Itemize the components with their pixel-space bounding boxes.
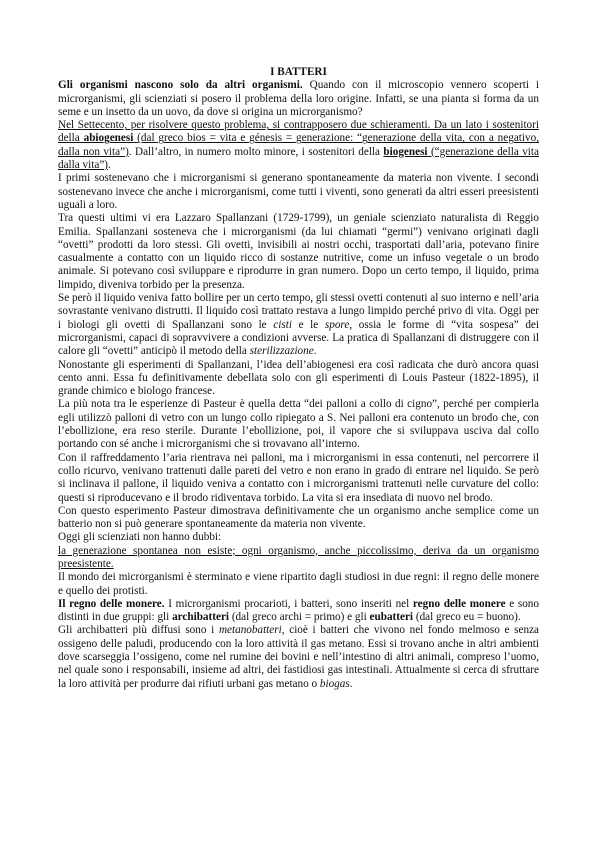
schieramenti-text-4: (“generazione della vita dalla vita”) [58, 145, 539, 172]
term-abiogenesi: abiogenesi [83, 132, 134, 145]
paragraph-primi-secondi: I primi sostenevano che i microrganismi si generano spontaneamente da materia non vivente. I secondi sostenevano invece che anche i microrganismi, come tutti i viventi, sono generati da altri esseri preesistenti uguali a loro. [58, 172, 539, 211]
monere-lead: Il regno delle monere. [58, 597, 165, 610]
archibatteri-text-2: cioè i batteri che vivono nel fondo melmoso e senza ossigeno delle paludi, producendo con la loro attività il gas metano. Essi si trovano anche in altri ambienti dove scarseggia l’ossigeno, come nel rumine dei bovini e nell’intestino di altri animali, compreso l’uomo, nel quale sono i responsabili, insieme ad altri, dei fastidiosi gas intestinali. Attualmente si cerca di sfruttare la loro attività per produrre dai rifiuti urbani gas metano o [58, 624, 539, 690]
page-title: I BATTERI [270, 66, 327, 78]
term-sterilizzazione: sterilizzazione [249, 345, 314, 358]
bollitura-text-2: e le [291, 318, 325, 331]
bollitura-text-1: Se però il liquido veniva fatto bollire per un certo tempo, gli stessi ovetti contenuti al suo interno e nell’aria sovrastante venivano distrutti. Il liquido così trattato restava a lungo limpido perché privo di vita. Oggi per i biologi gli ovetti di Spallanzani sono le [58, 292, 539, 331]
paragraph-schieramenti [58, 119, 539, 172]
paragraph-collo-di-cigno: La più nota tra le esperienze di Pasteur è quella detta “dei palloni a collo di cigno”, perché per compierla egli utilizzò palloni di vetro con un lungo collo ripiegato a S. Nei palloni era contenuto un brodo che, con l’ebollizione, era reso sterile. Durante l’ebollizione, poi, il vapore che si sviluppava usciva dal collo portando con sé anche i microrganismi che si trovavano all’interno. [58, 398, 539, 451]
monere-text-1: I microrganismi procarioti, i batteri, sono inseriti nel [164, 597, 413, 610]
paragraph-intro [58, 79, 539, 119]
paragraph-raffreddamento: Con il raffreddamento l’aria rientrava nei palloni, ma i microrganismi in essa contenuti, nel percorrere il collo ricurvo, venivano trattenuti dalle pareti del vetro e non erano in grado di entrare nel liquido. Se però si inclinava il pallone, il liquido veniva a contatto con i microrganismi trattenuti nelle curvature del collo: questi si riproducevano e il brodo ridiventava torbido. La vita si era insediata di nuovo nel brodo. [58, 451, 539, 504]
monere-text-3: (dal greco archi = primo) e gli [229, 611, 370, 624]
bollitura-text-4: . [313, 345, 317, 358]
term-biogenesi: biogenesi [383, 145, 428, 158]
archibatteri-text-3: . [349, 677, 353, 690]
paragraph-pasteur-intro: Nonostante gli esperimenti di Spallanzani, l’idea dell’abiogenesi era così radicata che durò ancora quasi cento anni. Essa fu definitivamente debellata solo con gli esperimenti di Louis Pasteur (1822-1895), il grande chimico e biologo francese. [58, 358, 539, 398]
paragraph-scienziati: Oggi gli scienziati non hanno dubbi: [58, 531, 222, 544]
term-biogas: biogas [319, 677, 350, 690]
term-spore: spore [324, 318, 350, 331]
paragraph-generazione-spontanea: la generazione spontanea non esiste; ogni organismo, anche piccolissimo, deriva da un organismo preesistente. [58, 544, 539, 570]
archibatteri-text-1: Gli archibatteri più diffusi sono i [58, 624, 219, 637]
term-archibatteri: archibatteri [172, 611, 230, 624]
intro-text: Quando con il microscopio vennero scoperti i microrganismi, gli scienziati si posero il problema della loro origine. Infatti, se una pianta si forma da un seme e un insetto da un uovo, da dove si origina un microrganismo? [58, 79, 539, 118]
term-eubatteri: eubatteri [369, 611, 414, 624]
paragraph-conclusione-pasteur: Con questo esperimento Pasteur dimostrava definitivamente che un organismo anche semplice come un batterio non si può generare spontaneamente da materia non vivente. [58, 504, 539, 531]
paragraph-monere [58, 598, 539, 625]
term-cisti: cisti [273, 318, 292, 331]
schieramenti-text-5: . [108, 159, 111, 172]
paragraph-archibatteri [58, 624, 539, 690]
bollitura-text-3: , ossia le forme di “vita sospesa” dei microrganismi, capaci di sopravvivere a condizioni avverse. La pratica di Spallanzani di distruggere con il calore gli “ovetti” anticipò il metodo della [58, 318, 539, 358]
term-regno-monere: regno delle monere [412, 597, 506, 610]
intro-lead: Gli organismi nascono solo da altri organismi. [58, 79, 303, 92]
monere-text-4: (dal greco eu = buono). [413, 611, 521, 624]
paragraph-regni: Il mondo dei microrganismi è sterminato e viene ripartito dagli studiosi in due regni: il regno delle monere e quello dei protisti. [58, 571, 539, 597]
term-metanobatteri: metanobatteri, [218, 624, 285, 637]
schieramenti-text-1: Nel Settecento, per risolvere questo problema, si contrapposero due schieramenti. Da un lato i sostenitori della [58, 119, 539, 145]
schieramenti-text-3: . Dall’altro, in numero molto minore, i sostenitori della [128, 145, 384, 158]
schieramenti-text-2: (dal greco bios = vita e génesis = generazione: “generazione della vita, con a negativo, dalla non vita”) [58, 132, 539, 158]
paragraph-bollitura [58, 292, 539, 358]
document-page [58, 66, 539, 691]
monere-text-2: e sono distinti in due gruppi: gli [58, 597, 539, 624]
paragraph-spallanzani: Tra questi ultimi vi era Lazzaro Spallanzani (1729-1799), un geniale scienziato naturalista di Reggio Emilia. Spallanzani sosteneva che i microrganismi (da lui chiamati “germi”) venivano originati dagli “ovetti” prodotti da loro stessi. Gli ovetti, invisibili ai nostri occhi, trasportati dall’aria, potevano finire casualmente a contatto con un liquido ricco di sostanze nutritive, come un infuso vegetale o un brodo animale. Si potevano così sviluppare e riprodurre in gran numero. Dopo un certo tempo, il liquido, prima limpido, diveniva torbido per la presenza. [58, 212, 539, 291]
